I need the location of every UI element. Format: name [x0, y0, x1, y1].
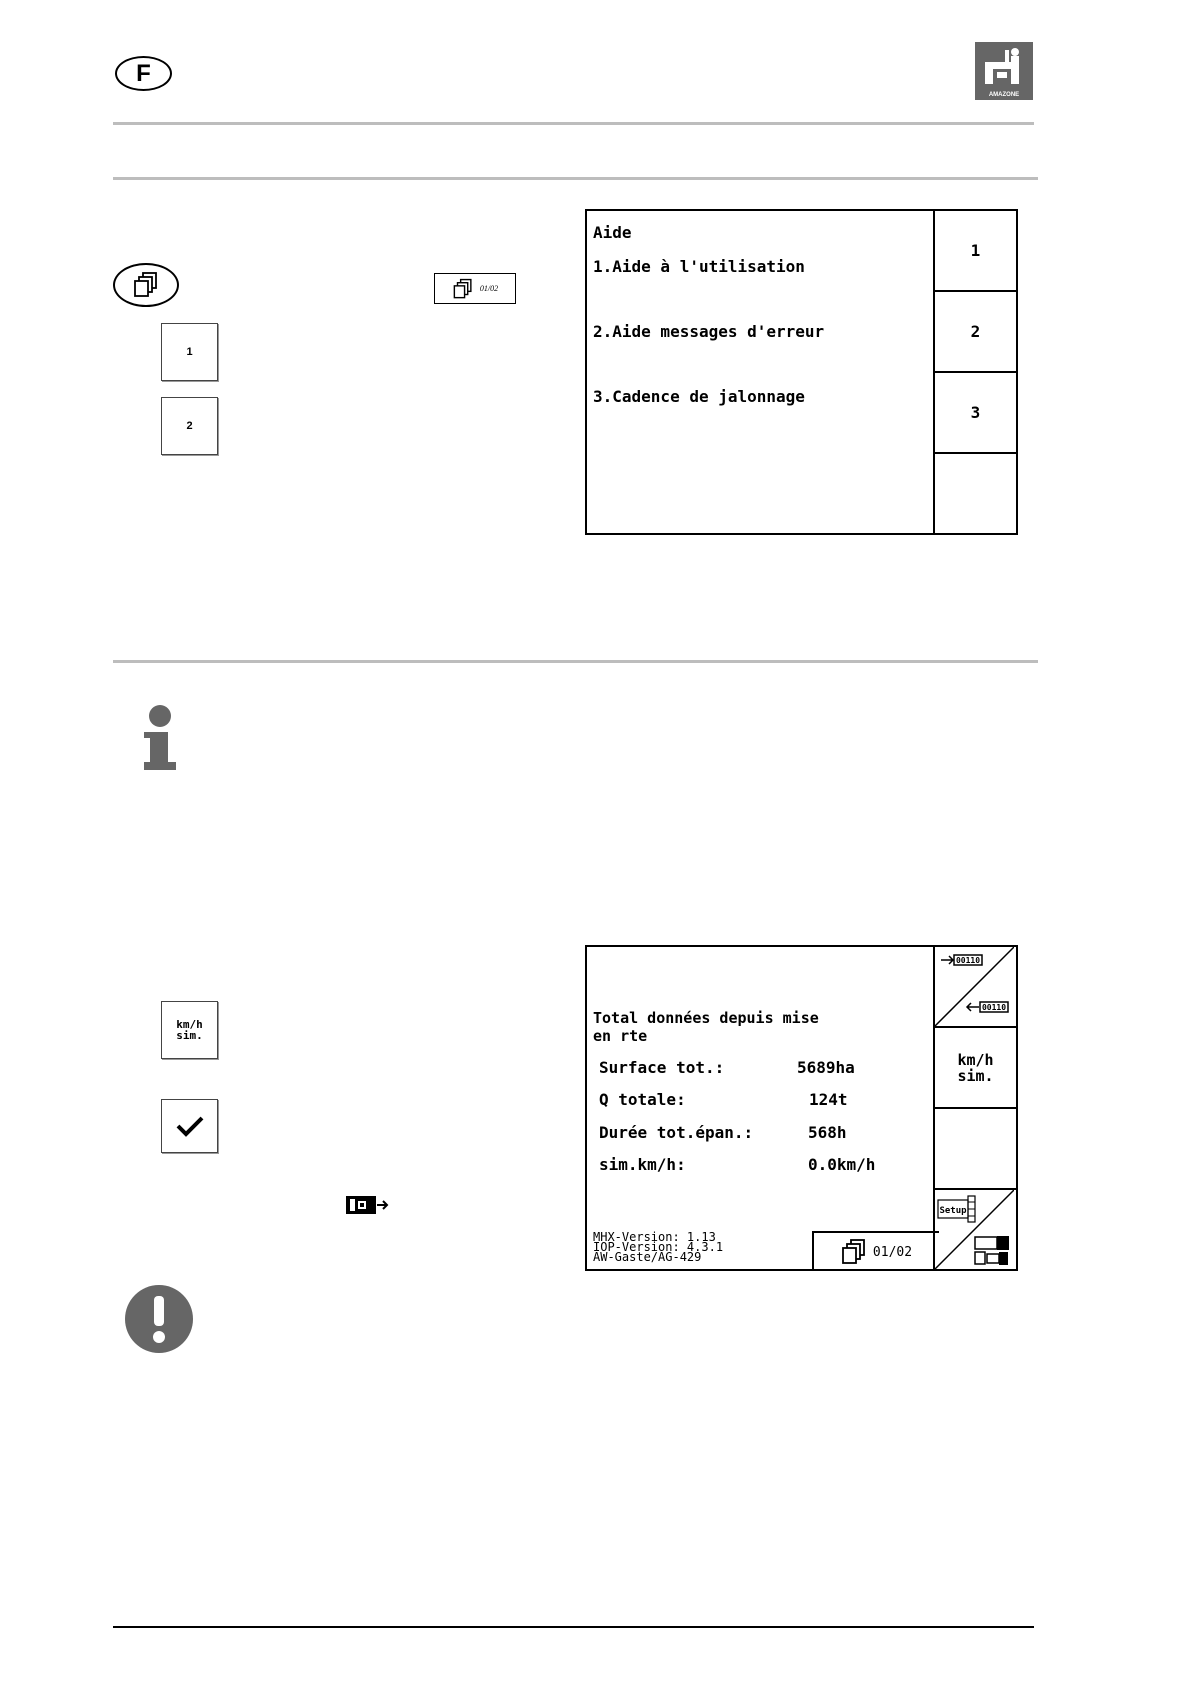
- pages-icon: [452, 278, 474, 300]
- softkey-kmh-line-1: km/h: [957, 1050, 994, 1069]
- page-indicator: 01/02: [872, 1244, 913, 1260]
- softkey-3[interactable]: 3: [935, 373, 1016, 454]
- softkey-2[interactable]: 2: [935, 292, 1016, 373]
- section-rule-1: [113, 177, 1038, 180]
- row-speed-value: 0.0km/h: [808, 1155, 876, 1174]
- row-surface-value: 5689ha: [797, 1058, 855, 1077]
- pages-key-label: 01/02: [479, 284, 499, 293]
- version-iop: IOP-Version: 4.3.1: [593, 1240, 724, 1254]
- setup-implement-icon: [935, 1190, 1014, 1269]
- key-2[interactable]: 2: [161, 397, 218, 455]
- svg-text:AMAZONE: AMAZONE: [988, 92, 1020, 98]
- info-icon: [140, 704, 180, 772]
- pages-icon: [841, 1238, 867, 1266]
- row-qty-value: 124t: [809, 1090, 848, 1109]
- softkey-kmh-sim[interactable]: [935, 1028, 1016, 1109]
- aide-title: Aide: [593, 223, 632, 242]
- section-rule-2: [113, 660, 1038, 663]
- softkey-transfer[interactable]: [935, 947, 1016, 1028]
- language-badge: F: [115, 56, 172, 91]
- aide-item-3: 3.Cadence de jalonnage: [593, 387, 805, 406]
- footer-rule: [113, 1626, 1034, 1628]
- implement-arrow-icon: [346, 1196, 389, 1214]
- confirm-key[interactable]: [161, 1099, 218, 1153]
- version-mhx: MHX-Version: 1.13: [593, 1230, 716, 1244]
- softkey-setup[interactable]: [935, 1190, 1016, 1269]
- totals-softkey-column: [933, 947, 1016, 1269]
- version-aw: AW-Gaste/AG-429: [593, 1250, 702, 1264]
- key-1[interactable]: 1: [161, 323, 218, 381]
- aide-item-2: 2.Aide messages d'erreur: [593, 322, 825, 341]
- svg-text:00110: 00110: [981, 1003, 1007, 1012]
- softkey-empty[interactable]: [935, 1109, 1016, 1190]
- checkmark-icon: [175, 1115, 205, 1137]
- data-transfer-icon: [935, 947, 1014, 1026]
- header-rule: [113, 122, 1034, 125]
- totals-screen: [585, 945, 1018, 1271]
- softkey-1[interactable]: 1: [935, 211, 1016, 292]
- svg-text:Setup: Setup: [939, 1206, 967, 1216]
- aide-item-1: 1.Aide à l'utilisation: [593, 257, 805, 276]
- warning-icon: [124, 1284, 194, 1354]
- softkey-4[interactable]: [935, 454, 1016, 533]
- softkey-kmh-line-2: sim.: [957, 1066, 994, 1085]
- totals-heading-1: Total données depuis mise: [593, 1009, 819, 1027]
- aide-screen: [585, 209, 1018, 535]
- row-duration-label: Durée tot.épan.:: [599, 1123, 754, 1142]
- pages-button[interactable]: [113, 263, 179, 307]
- row-qty-label: Q totale:: [599, 1090, 686, 1109]
- kmh-line-1: km/h: [176, 1018, 203, 1031]
- row-duration-value: 568h: [808, 1123, 847, 1142]
- page-indicator-box: [812, 1231, 939, 1271]
- row-surface-label: Surface tot.:: [599, 1058, 725, 1077]
- pages-icon: [133, 271, 159, 299]
- pages-softkey[interactable]: [434, 273, 516, 304]
- svg-text:00110: 00110: [955, 956, 981, 965]
- aide-softkey-column: [933, 211, 1016, 533]
- totals-heading-2: en rte: [593, 1027, 648, 1045]
- kmh-sim-key[interactable]: [161, 1001, 218, 1059]
- amazone-logo: [975, 42, 1033, 100]
- row-speed-label: sim.km/h:: [599, 1155, 686, 1174]
- kmh-line-2: sim.: [176, 1029, 203, 1042]
